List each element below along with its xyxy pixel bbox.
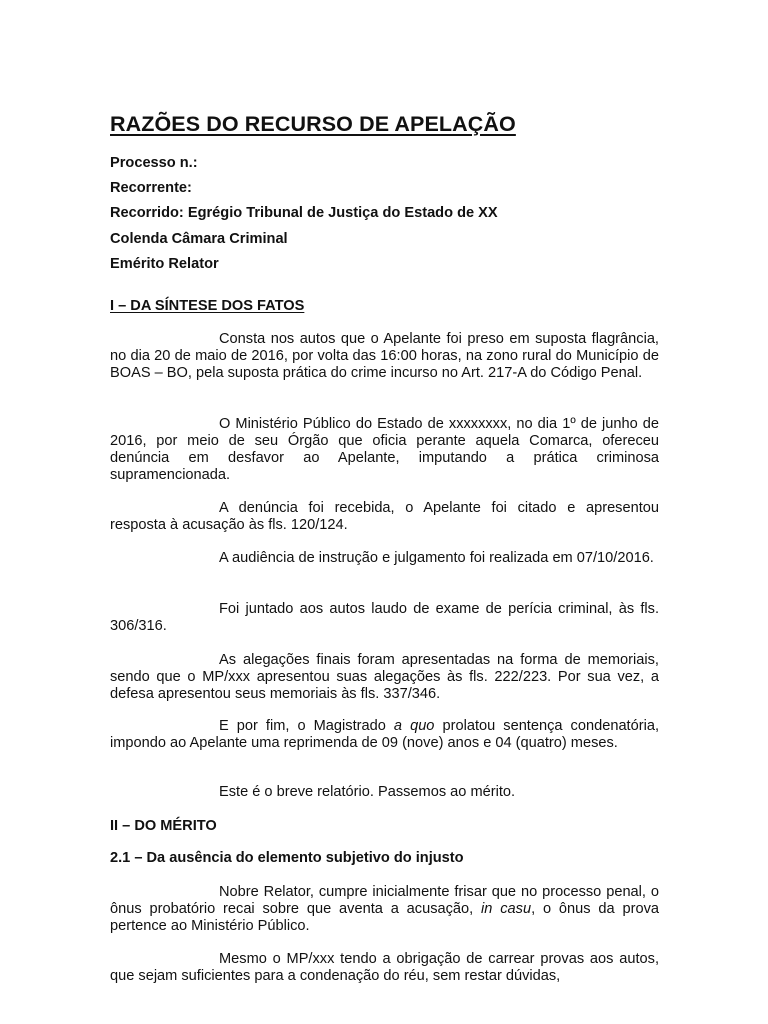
subsection-heading-subjective-element: 2.1 – Da ausência do elemento subjetivo do injusto xyxy=(110,850,464,866)
appellant-line: Recorrente: xyxy=(110,180,192,196)
facts-paragraph-3: A denúncia foi recebida, o Apelante foi citado e apresentou resposta à acusação às fls. 120/124. xyxy=(110,500,659,533)
section-heading-merits: II – DO MÉRITO xyxy=(110,818,217,834)
process-number-line: Processo n.: xyxy=(110,155,198,171)
facts-paragraph-2: O Ministério Público do Estado de xxxxxxxx, no dia 1º de junho de 2016, por meio de seu Órgão que oficia perante aquela Comarca, ofereceu denúncia em desfavor ao Apelante, imputando a prática criminosa supramencionada. xyxy=(110,416,659,483)
facts-paragraph-4: A audiência de instrução e julgamento foi realizada em 07/10/2016. xyxy=(219,550,654,566)
merits-paragraph-1-text-a: Nobre Relator, cumpre inicialmente frisar que no processo penal, o ônus probatório recai sobre que aventa a acusação, xyxy=(110,884,659,917)
facts-paragraph-7-text-b: prolatou sentença condenatória, impondo ao Apelante uma reprimenda de 09 (nove) anos e 04 (quatro) meses. xyxy=(110,718,659,751)
document-title: RAZÕES DO RECURSO DE APELAÇÃO xyxy=(110,112,516,136)
merits-paragraph-1-text-b: , o ônus da prova pertence ao Ministério Público. xyxy=(110,901,659,934)
facts-paragraph-5: Foi juntado aos autos laudo de exame de perícia criminal, às fls. 306/316. xyxy=(110,601,659,634)
facts-paragraph-7 xyxy=(110,718,659,752)
merits-paragraph-2: Mesmo o MP/xxx tendo a obrigação de carrear provas aos autos, que sejam suficientes para a condenação do réu, sem restar dúvidas, xyxy=(110,951,659,984)
facts-paragraph-7-text-a: E por fim, o Magistrado xyxy=(219,718,394,734)
rapporteur-line: Emérito Relator xyxy=(110,256,219,272)
section-heading-facts: I – DA SÍNTESE DOS FATOS xyxy=(110,298,305,314)
facts-closing-paragraph: Este é o breve relatório. Passemos ao mérito. xyxy=(219,784,516,800)
facts-paragraph-7-italic: a quo xyxy=(393,718,435,734)
chamber-line: Colenda Câmara Criminal xyxy=(110,231,288,247)
merits-paragraph-1-italic: in casu xyxy=(481,901,532,917)
facts-paragraph-6: As alegações finais foram apresentadas na forma de memoriais, sendo que o MP/xxx apresentou suas alegações às fls. 222/223. Por sua vez, a defesa apresentou seus memoriais às fls. 337/346. xyxy=(110,652,659,702)
merits-paragraph-1 xyxy=(110,884,659,935)
appellee-line: Recorrido: Egrégio Tribunal de Justiça do Estado de XX xyxy=(110,205,498,221)
facts-paragraph-1: Consta nos autos que o Apelante foi preso em suposta flagrância, no dia 20 de maio de 2016, por volta das 16:00 horas, na zono rural do Município de BOAS – BO, pela suposta prática do crime incurso no Art. 217-A do Código Penal. xyxy=(110,331,659,381)
